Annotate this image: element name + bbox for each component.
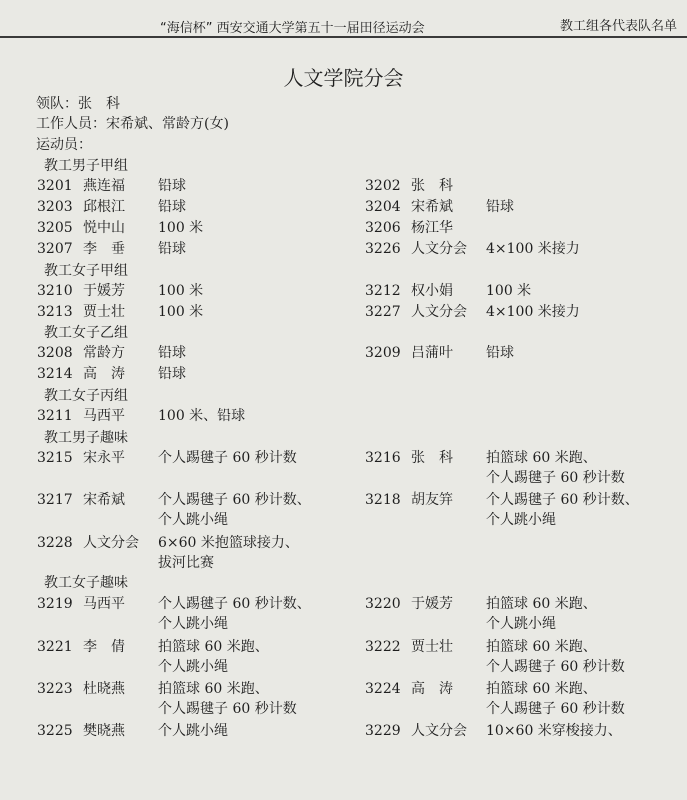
entry-number: 3201 [37, 178, 73, 194]
entry-number: 3218 [365, 492, 401, 508]
entry-events [158, 721, 228, 741]
event-line: 拍篮球 60 米跑、 [486, 681, 597, 697]
entry-events [158, 281, 203, 301]
event-line: 个人踢毽子 60 秒计数 [486, 470, 625, 486]
entry-events [158, 490, 311, 530]
event-line: 10×60 米穿梭接力、 [486, 723, 622, 739]
event-line: 个人跳小绳 [158, 723, 228, 739]
entry-name: 宋永平 [83, 450, 125, 466]
entry-events [158, 533, 299, 573]
entry-events [158, 406, 245, 426]
event-line: 个人踢毽子 60 秒计数 [158, 701, 297, 717]
entry-name: 宋希斌 [83, 492, 125, 508]
group-heading: 教工女子乙组 [44, 325, 128, 341]
entry-events [158, 364, 186, 384]
entry-events [158, 197, 186, 217]
team-leader: 领队：张 科 [36, 96, 120, 112]
event-line: 4×100 米接力 [486, 304, 580, 320]
event-line: 100 米 [158, 304, 204, 320]
entry-name: 贾士壮 [83, 304, 125, 320]
entry-events [158, 679, 297, 719]
entry-name: 常龄方 [83, 345, 125, 361]
entry-number: 3226 [365, 241, 401, 257]
event-line: 拍篮球 60 米跑、 [486, 596, 597, 612]
entry-number: 3217 [37, 492, 73, 508]
athletes-label: 运动员： [36, 137, 92, 153]
entry-number: 3214 [37, 366, 73, 382]
event-line: 个人跳小绳 [486, 616, 556, 632]
entry-events [486, 239, 580, 259]
entry-number: 3205 [37, 220, 73, 236]
group-heading: 教工女子甲组 [44, 263, 128, 279]
entry-name: 樊晓燕 [83, 723, 125, 739]
entry-name: 燕连福 [83, 178, 125, 194]
group-heading: 教工男子甲组 [44, 158, 128, 174]
entry-events [158, 637, 269, 677]
entry-number: 3224 [365, 681, 401, 697]
event-line: 4×100 米接力 [486, 241, 580, 257]
group-heading: 教工男子趣味 [44, 430, 128, 446]
event-line: 铅球 [158, 199, 186, 215]
entry-name: 张 科 [411, 178, 453, 194]
entry-name: 贾士壮 [411, 639, 453, 655]
entry-number: 3206 [365, 220, 401, 236]
event-line: 个人跳小绳 [158, 616, 228, 632]
entry-name: 宋希斌 [411, 199, 453, 215]
entry-number: 3227 [365, 304, 401, 320]
entry-events [158, 239, 186, 259]
entry-name: 人文分会 [411, 241, 467, 257]
entry-name: 吕蒲叶 [411, 345, 453, 361]
entry-number: 3213 [37, 304, 73, 320]
entry-events [158, 176, 186, 196]
event-line: 铅球 [158, 178, 186, 194]
event-line: 100 米 [158, 283, 204, 299]
entry-name: 人文分会 [411, 304, 467, 320]
entry-name: 邱根江 [83, 199, 125, 215]
entry-number: 3210 [37, 283, 73, 299]
entry-name: 高 涛 [83, 366, 125, 382]
event-line: 个人踢毽子 60 秒计数 [486, 659, 625, 675]
entry-name: 胡友笄 [411, 492, 453, 508]
team-staff: 工作人员：宋希斌、常龄方(女) [36, 116, 229, 132]
entry-number: 3219 [37, 596, 73, 612]
entry-name: 人文分会 [411, 723, 467, 739]
group-heading: 教工女子丙组 [44, 388, 128, 404]
entry-name: 马西平 [83, 408, 125, 424]
entry-events [486, 679, 625, 719]
entry-name: 人文分会 [83, 535, 139, 551]
entry-number: 3220 [365, 596, 401, 612]
event-line: 100 米、铅球 [158, 408, 246, 424]
entry-number: 3208 [37, 345, 73, 361]
entry-number: 3223 [37, 681, 73, 697]
event-line: 100 米 [158, 220, 204, 236]
entry-events [158, 343, 186, 363]
entry-events [486, 197, 514, 217]
event-line: 铅球 [158, 345, 186, 361]
entry-name: 李 垂 [83, 241, 125, 257]
group-heading: 教工女子趣味 [44, 575, 128, 591]
event-title: “海信杯” 西安交通大学第五十一届田径运动会 [160, 21, 425, 36]
event-line: 铅球 [486, 345, 514, 361]
entry-number: 3216 [365, 450, 401, 466]
page-header [0, 0, 687, 40]
entry-events [486, 490, 639, 530]
entry-number: 3225 [37, 723, 73, 739]
entry-number: 3221 [37, 639, 73, 655]
entry-name: 张 科 [411, 450, 453, 466]
entry-number: 3228 [37, 535, 73, 551]
entry-name: 杨江华 [411, 220, 453, 236]
entry-number: 3203 [37, 199, 73, 215]
entry-number: 3211 [37, 408, 73, 424]
event-line: 拍篮球 60 米跑、 [158, 681, 269, 697]
entry-number: 3202 [365, 178, 401, 194]
entry-name: 于媛芳 [411, 596, 453, 612]
section-title: 教工组各代表队名单 [560, 19, 678, 34]
entry-events [158, 302, 203, 322]
event-line: 铅球 [158, 366, 186, 382]
event-line: 100 米 [486, 283, 532, 299]
entry-number: 3229 [365, 723, 401, 739]
event-line: 6×60 米抱篮球接力、 [158, 535, 299, 551]
entry-events [486, 302, 580, 322]
event-line: 铅球 [486, 199, 514, 215]
entry-name: 权小娟 [411, 283, 453, 299]
event-line: 个人跳小绳 [486, 512, 556, 528]
event-line: 铅球 [158, 241, 186, 257]
event-line: 个人踢毽子 60 秒计数、 [158, 596, 311, 612]
entry-events [486, 637, 625, 677]
entry-number: 3215 [37, 450, 73, 466]
entry-number: 3207 [37, 241, 73, 257]
entry-name: 高 涛 [411, 681, 453, 697]
entry-name: 马西平 [83, 596, 125, 612]
entry-number: 3204 [365, 199, 401, 215]
entry-name: 李 倩 [83, 639, 125, 655]
event-line: 拍篮球 60 米跑、 [486, 639, 597, 655]
event-line: 个人踢毽子 60 秒计数、 [486, 492, 639, 508]
event-line: 个人踢毽子 60 秒计数 [486, 701, 625, 717]
entry-number: 3209 [365, 345, 401, 361]
entry-name: 于媛芳 [83, 283, 125, 299]
entry-events [486, 281, 531, 301]
entry-events [158, 448, 297, 468]
event-line: 个人跳小绳 [158, 512, 228, 528]
entry-events [158, 594, 311, 634]
header-rule [0, 36, 687, 38]
event-line: 拍篮球 60 米跑、 [486, 450, 597, 466]
entry-name: 杜晓燕 [83, 681, 125, 697]
entry-events [158, 218, 203, 238]
entry-number: 3212 [365, 283, 401, 299]
page-title: 人文学院分会 [283, 66, 404, 90]
entry-events [486, 343, 514, 363]
event-line: 拔河比赛 [158, 555, 214, 571]
event-line: 个人踢毽子 60 秒计数 [158, 450, 297, 466]
entry-events [486, 448, 625, 488]
event-line: 个人跳小绳 [158, 659, 228, 675]
event-line: 拍篮球 60 米跑、 [158, 639, 269, 655]
entry-events [486, 594, 597, 634]
event-line: 个人踢毽子 60 秒计数、 [158, 492, 311, 508]
entry-events [486, 721, 622, 741]
entry-name: 悦中山 [83, 220, 125, 236]
entry-number: 3222 [365, 639, 401, 655]
